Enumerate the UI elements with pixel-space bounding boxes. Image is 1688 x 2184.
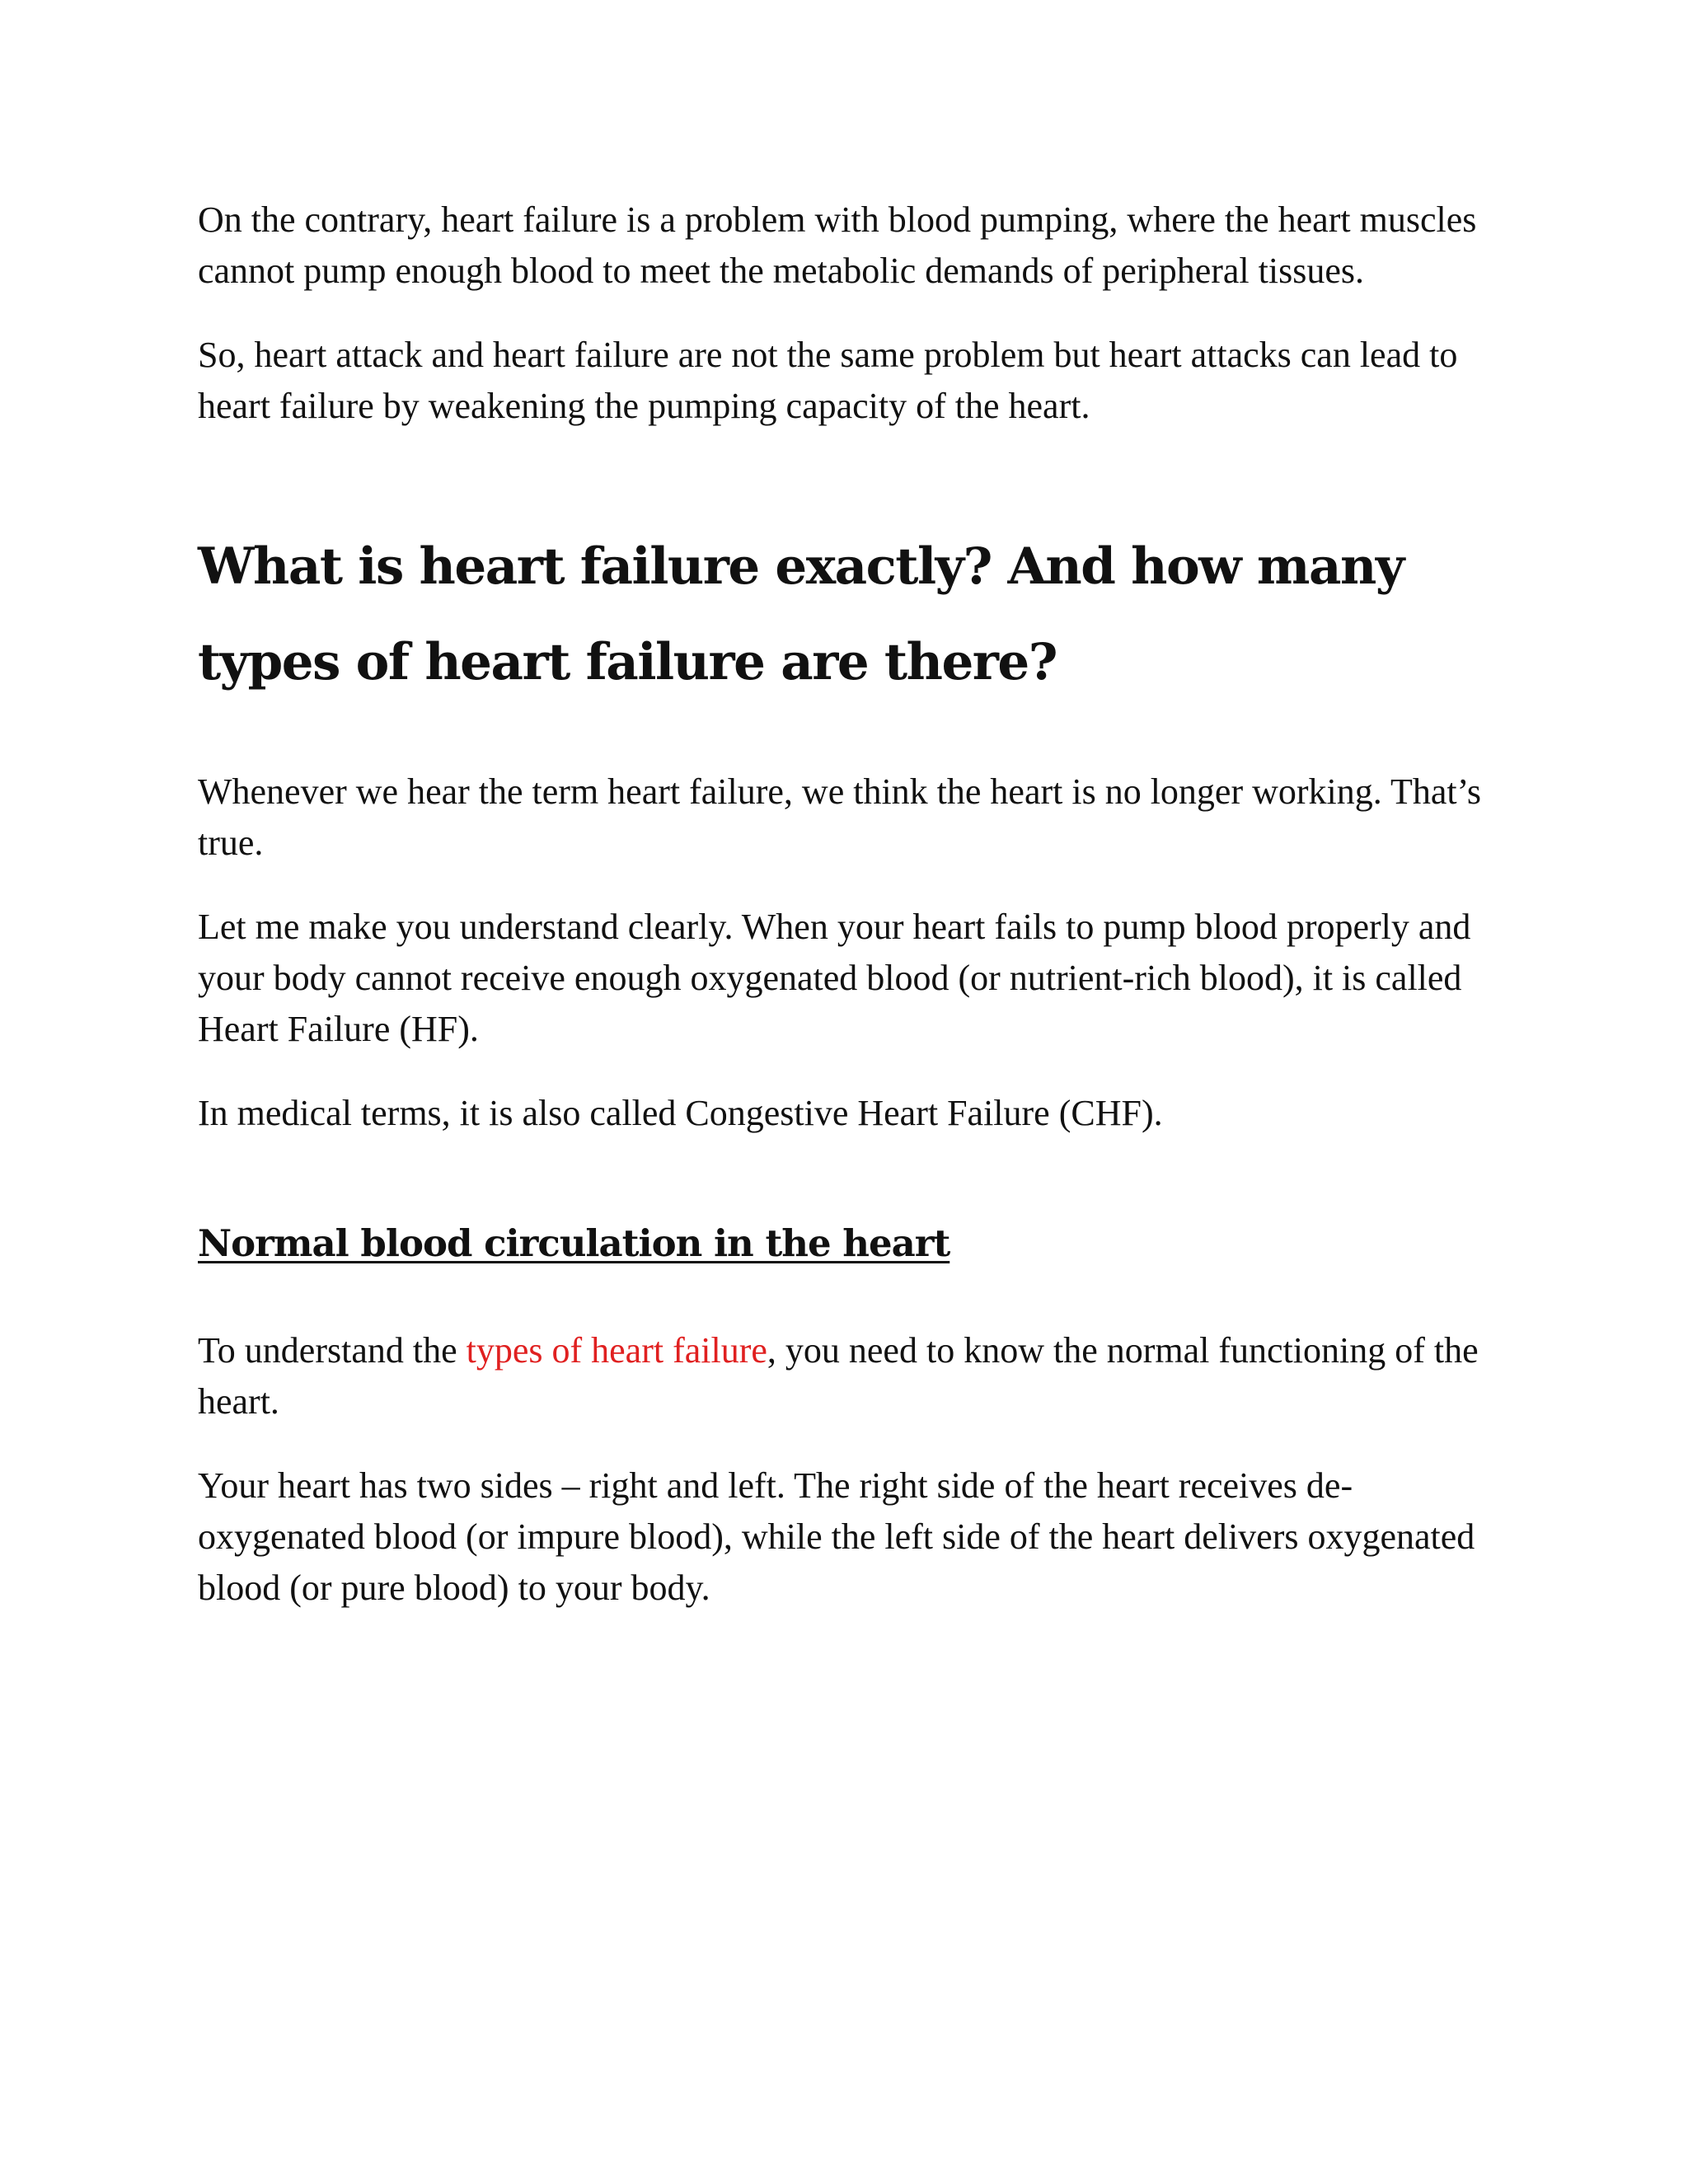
subheading-normal-blood-circulation: Normal blood circulation in the heart	[198, 1221, 950, 1265]
paragraph-two-sides: Your heart has two sides – right and left. The right side of the heart receives de-oxygenated blood (or impure blood), while the left side of the heart delivers oxygenated blood (or pure blood) to your body.	[198, 1465, 1475, 1608]
paragraph-types-link	[198, 1325, 1500, 1427]
paragraph-medical-terms: In medical terms, it is also called Congestive Heart Failure (CHF).	[198, 1093, 1163, 1133]
paragraph-contrary: On the contrary, heart failure is a problem with blood pumping, where the heart muscles cannot pump enough blood to meet the metabolic demands of peripheral tissues.	[198, 199, 1477, 291]
article-content	[198, 194, 1500, 1647]
section-heading-what-is-heart-failure: What is heart failure exactly? And how many types of heart failure are there?	[198, 537, 1404, 691]
paragraph-term-heart-failure: Whenever we hear the term heart failure, we think the heart is no longer working. That’s true.	[198, 771, 1481, 863]
paragraph-text-after-link: , you need to know the normal functioning of the heart.	[198, 1330, 1479, 1422]
paragraph-heart-attack-vs-failure: So, heart attack and heart failure are not the same problem but heart attacks can lead to heart failure by weakening the pumping capacity of the heart.	[198, 335, 1458, 426]
types-of-heart-failure-link[interactable]: types of heart failure	[466, 1330, 767, 1371]
paragraph-understand-clearly: Let me make you understand clearly. When your heart fails to pump blood properly and your body cannot receive enough oxygenated blood (or nutrient-rich blood), it is called Heart Failure (HF).	[198, 907, 1471, 1049]
paragraph-text-before-link: To understand the	[198, 1330, 467, 1371]
